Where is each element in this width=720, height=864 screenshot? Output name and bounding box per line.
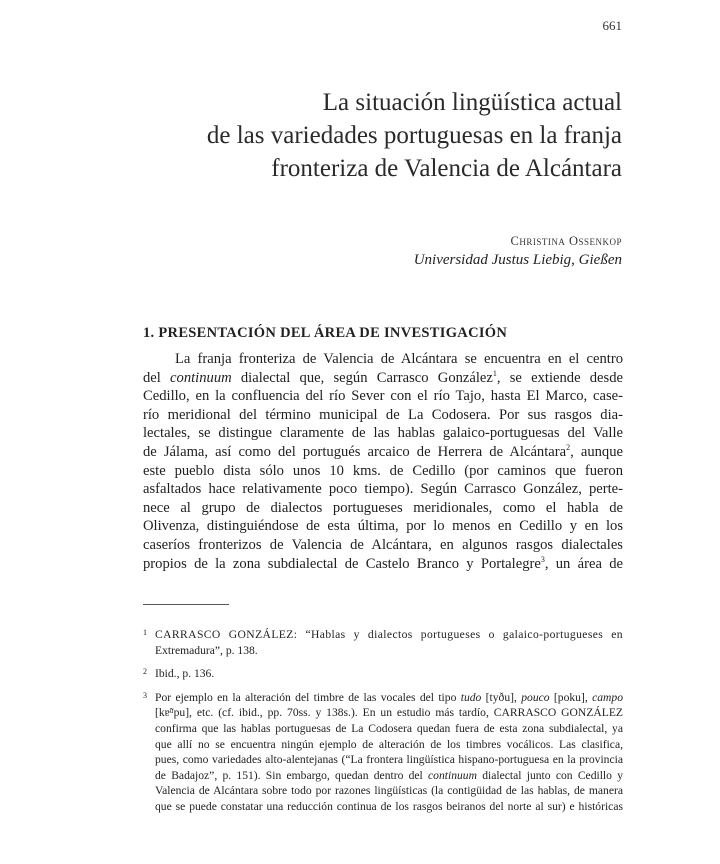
italic-term: tudo [460,690,482,704]
footnotes [143,627,623,823]
footnote-1 [143,627,623,658]
footnote-text [155,666,623,682]
footnote-line: pues, como variedades alto-alentejanas (“La frontera lingüística hispano-portuguesa en la provincia [155,753,623,767]
body-line [143,369,623,388]
footnote-line: Ibid., p. 136. [155,667,215,681]
footnote-divider [143,604,229,605]
text-run: , un área de [544,555,623,572]
title-line-2: de las variedades portuguesas en la franja [206,122,622,149]
body-line: La franja fronteriza de Valencia de Alcántara se encuentra en el centro [175,351,623,367]
body-line: Cedillo, en la confluencia del río Sever con el río Tajo, hasta El Marco, case- [143,388,623,405]
footnote-line: [kɐ̃ᵘpu], etc. (cf. ibid., pp. 70ss. y 138s.). En un estudio más tardío, CARRASCO GONZÁLEZ [155,706,623,720]
body-line: lectales, se distingue claramente de las hablas galaico-portuguesas del Valle [143,425,623,442]
footnote-ref: 1 [492,368,497,378]
footnote-line: Extremadura”, p. 138. [155,643,258,657]
footnote-3 [143,690,623,815]
footnote-number: 2 [143,667,147,677]
footnote-ref: 2 [566,443,571,453]
text-run: dialectal que, según Carrasco González [231,369,493,386]
author-affiliation: Universidad Justus Liebig, Gießen [413,252,622,268]
author-block [414,234,622,269]
text-run: [tyðu], [481,690,522,704]
body-line: caseríos fronterizos de Valencia de Alcántara, en algunos rasgos dialectales [143,536,623,553]
body-line: nece al grupo de dialectos portugueses meridionales, como el habla de [143,499,623,516]
text-run: [poku], [549,690,593,704]
footnote-ref: 3 [540,554,545,564]
footnote-number: 1 [143,628,147,637]
italic-term: continuum [170,369,232,386]
footnote-line: que se puede constatar una reducción continua de los rasgos beiranos del norte al sur) e históricas [155,799,623,813]
footnote-line: confirma que las hablas portuguesas de La Codosera quedan fuera de esta zona subdialectal, ya [155,721,623,735]
text-run: dialectal junto con Cedillo y [476,768,623,782]
footnote-line [155,690,623,706]
italic-term: pouco [521,690,550,704]
footnote-text [155,627,623,658]
article-title [102,86,622,185]
footnote-number: 3 [143,690,147,700]
text-run: de Badajoz”, p. 151). Sin embargo, quedan dentro del [155,768,429,782]
section-heading: 1. PRESENTACIÓN DEL ÁREA DE INVESTIGACIÓN [143,325,508,341]
footnote-line [155,768,623,784]
text-run: Por ejemplo en la alteración del timbre de las vocales del tipo [155,690,461,704]
text-run: , aunque [570,443,623,460]
footnote-line: que allí no se encuentra ningún ejemplo de alteración de los timbres vocálicos. Las clasifica, [155,737,623,751]
italic-term: campo [592,690,623,704]
body-line: Olivenza, distinguiéndose de esta última, por lo menos en Cedillo y en los [143,518,623,535]
body-line [143,555,623,574]
title-line-1: La situación lingüística actual [322,89,622,116]
author-name: Christina Ossenkop [510,234,622,248]
text-run: propios de la zona subdialectal de Castelo Branco y Portalegre [143,555,541,572]
footnote-2 [143,666,623,682]
body-paragraph [143,350,623,573]
body-line: río meridional del término municipal de La Codosera. Por sus rasgos dia- [143,406,623,423]
italic-term: continuum [428,768,477,782]
body-line: asfaltados hace relativamente poco tiempo). Según Carrasco González, perte- [143,481,623,498]
footnote-text [155,690,623,815]
page-number: 661 [602,18,622,33]
text-run: , se extiende desde [496,369,623,386]
text-run: del [143,369,171,386]
footnote-line: Valencia de Alcántara sobre todo por razones lingüísticas (la contigüidad de las hablas, de manera [155,784,623,798]
body-line: este pueblo dista sólo unos 10 kms. de Cedillo (por caminos que fueron [143,462,623,479]
text-run: de Jálama, así como del portugués arcaico de Herrera de Alcántara [143,443,567,460]
footnote-line: CARRASCO GONZÁLEZ: “Hablas y dialectos portugueses o galaico-portugueses en [155,628,623,641]
body-line [143,443,623,462]
title-line-3: fronteriza de Valencia de Alcántara [271,155,622,182]
